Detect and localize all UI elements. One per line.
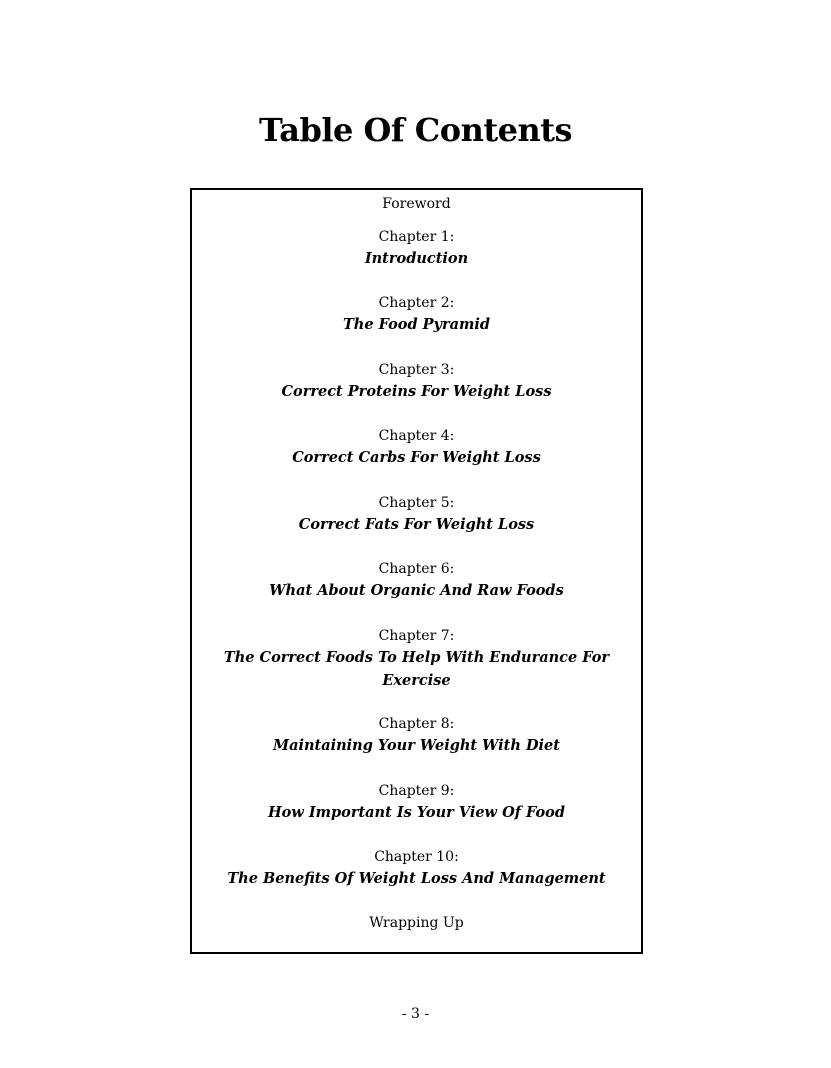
toc-wrapping-up[interactable]: Wrapping Up [369,915,464,931]
toc-chapter-4-title[interactable]: Correct Carbs For Weight Loss [292,449,541,466]
toc-chapter-6-label: Chapter 6: [378,561,455,577]
toc-chapter-1-title[interactable]: Introduction [364,250,469,267]
toc-chapter-8-label: Chapter 8: [378,716,455,732]
toc-chapter-8-title[interactable]: Maintaining Your Weight With Diet [273,737,560,754]
toc-chapter-3-label: Chapter 3: [378,362,455,378]
toc-chapter-7-label: Chapter 7: [378,628,455,644]
toc-foreword[interactable]: Foreword [382,196,451,212]
toc-chapter-7-title[interactable]: The Correct Foods To Help With Endurance For Exercise [223,649,610,689]
toc-chapter-10-label: Chapter 10: [374,849,459,865]
toc-chapter-9-label: Chapter 9: [378,783,455,799]
toc-chapter-5-label: Chapter 5: [378,495,455,511]
page-number: - 3 - [401,1006,430,1022]
page-title: Table Of Contents [258,111,573,149]
toc-chapter-5-title[interactable]: Correct Fats For Weight Loss [298,516,535,533]
toc-chapter-4-label: Chapter 4: [378,428,455,444]
toc-chapter-2-title[interactable]: The Food Pyramid [343,316,490,333]
toc-chapter-10-title[interactable]: The Benefits Of Weight Loss And Management [227,870,606,887]
table-of-contents-box [190,188,643,954]
toc-chapter-6-title[interactable]: What About Organic And Raw Foods [269,582,564,599]
toc-chapter-2-label: Chapter 2: [378,295,455,311]
toc-chapter-1-label: Chapter 1: [378,229,455,245]
toc-chapter-3-title[interactable]: Correct Proteins For Weight Loss [281,383,552,400]
toc-chapter-9-title[interactable]: How Important Is Your View Of Food [267,804,565,821]
